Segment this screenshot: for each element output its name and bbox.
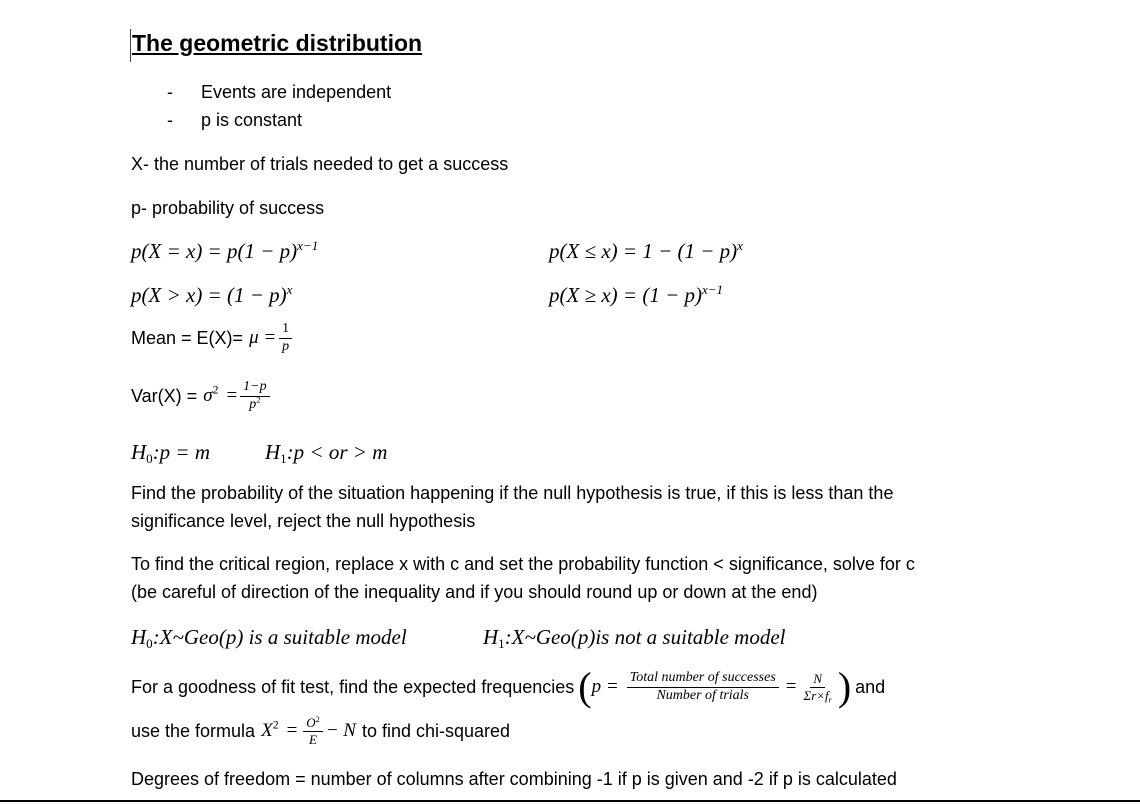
hypothesis-model-h0: $H_0:X\sim Geo(p)$ is a suitable model	[131, 625, 407, 651]
formula-cdf-le: $p(X \le x) = 1 - (1 - p)^x$	[549, 237, 743, 263]
condition-item: p is constant	[201, 110, 303, 130]
formula-greater-equal: $p(X \ge x) = (1 - p)^{x-1}$	[549, 281, 724, 307]
hypothesis-h0: $H_0:p = m$	[131, 440, 211, 466]
formula-greater-than: $p(X > x) = (1 - p)^x$	[131, 281, 293, 307]
paragraph-critical-region-line1: To find the critical region, replace x with c and set the probability function < significance, solve for c	[131, 554, 915, 574]
paragraph-null-hypothesis-line1: Find the probability of the situation happening if the null hypothesis is true, if this is less than the	[131, 483, 894, 503]
mean-formula	[131, 322, 295, 354]
variance-label: Var(X) =	[131, 385, 198, 406]
mean-label: Mean = E(X)=	[131, 327, 244, 348]
gof-fraction-successes: $\frac{\text{Total number of successes}}{\text{Number of trials}}$	[627, 671, 779, 703]
page-title: The geometric distribution	[132, 30, 423, 56]
condition-item: Events are independent	[201, 82, 392, 102]
bullet-marker: -	[167, 110, 173, 130]
degrees-of-freedom: Degrees of freedom = number of columns after combining -1 if p is given and -2 if p is calculated	[131, 769, 897, 789]
text-cursor	[130, 29, 131, 62]
gof-fraction-n: $\frac{N}{\Sigma r\times f_r}$	[803, 670, 832, 704]
variance-formula: Var(X) = $\sigma^2$ = $\frac{1-p}{p^2}$	[131, 380, 273, 412]
chi-squared-line: use the formula $X^2$ = $\frac{O^2}{E}$ − N to find chi-squared	[131, 714, 511, 747]
page-bottom-border	[0, 800, 1140, 802]
gof-and: and	[855, 676, 886, 697]
gof-text: For a goodness of fit test, find the expected frequencies	[131, 676, 575, 697]
chi-fraction: $\frac{O^2}{E}$	[303, 716, 322, 746]
mean-mu: μ =	[249, 327, 277, 349]
chi-symbol: $X^2$	[261, 718, 279, 741]
variance-sigma: $\sigma^2$	[203, 383, 219, 407]
formula-pmf: $p(X = x) = p(1 - p)^{x-1}$	[131, 237, 319, 263]
paragraph-null-hypothesis-line2: significance level, reject the null hypothesis	[131, 511, 476, 531]
mean-fraction: $\frac{1}{p}$	[279, 322, 292, 354]
paragraph-critical-region-line2: (be careful of direction of the inequality and if you should round up or down at the end)	[131, 582, 818, 602]
hypothesis-h1: $H_1:p$ < or > m	[265, 440, 388, 466]
bullet-marker: -	[167, 82, 173, 102]
definition-x: X- the number of trials needed to get a success	[131, 154, 509, 174]
variance-fraction: $\frac{1-p}{p^2}$	[240, 380, 269, 412]
goodness-of-fit-line: For a goodness of fit test, find the expected frequencies ( p = $\frac{\text{Total number of successes}}{\text{Number of trials}}$ = $\frac{N}{\Sigma r\times f_r}$ ) and	[131, 664, 886, 709]
definition-p: p- probability of success	[131, 198, 325, 218]
hypothesis-model-h1: $H_1:X\sim Geo(p)is$ not a suitable model	[483, 625, 786, 651]
